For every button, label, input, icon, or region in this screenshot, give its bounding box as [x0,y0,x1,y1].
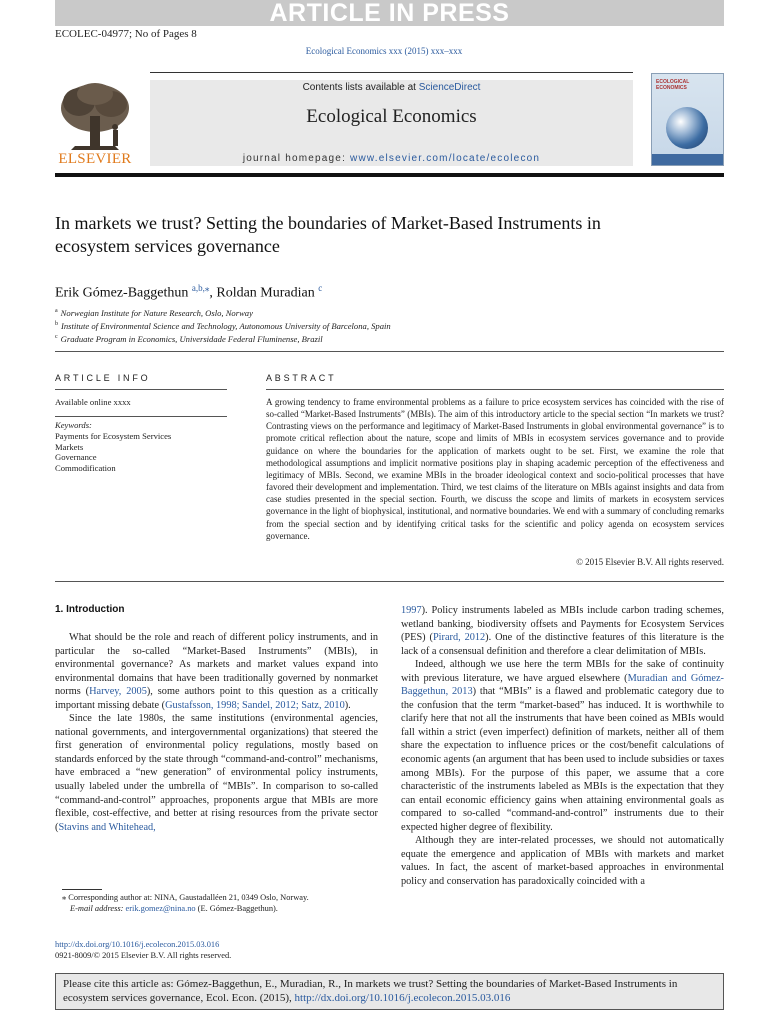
article-info-heading: ARTICLE INFO [55,373,151,383]
abstract-text: A growing tendency to frame environmental problems as a failure to price ecosystem services has coincided with the rise of so-called “Market-Based Instruments” (MBIs). The aim of this introductory article to the special section “In markets we trust? Contrasting views on the performance and legitimacy of Market-Based Instruments in global environmental governance” is to promote critical reflection about the nature, scope and limits of MBIs in ecosystem services governance and to provide guidance on where the boundaries for the application of markets ought to be set. First, we examine the role that methodological assumptions and implicit normative positions play in shaping academic perception of the effectiveness and legitimacy of MBIs. Second, we examine MBIs in the broader ideological context and socio-political processes that have favored their development and implementation. Third, we test claims of the literature on MBIs against insights and data from case studies presented in the special section. Fourth, we discuss the scope and limits of markets in ecosystem services governance in the light of biophysical, institutional, and normative boundaries. We end with a summary of concluding remarks from the special section and by identifying critical tasks for the scientific and policy agenda on ecosystem services governance. [266,397,724,541]
affiliation-text: Institute of Environmental Science and Technology, Autonomous University of Barcelona, Spain [61,320,391,331]
email-link[interactable]: erik.gomez@nina.no [125,904,196,913]
paragraph [401,658,724,834]
cover-globe-image [666,107,708,149]
elsevier-wordmark: ELSEVIER [58,151,132,167]
footnote-star: ⁎ [62,893,67,902]
header-rule-bottom [55,173,724,177]
author-1-affil-marks[interactable] [192,283,210,293]
section-heading-introduction: 1. Introduction [55,604,125,615]
homepage-prefix: journal homepage: [242,153,351,164]
paragraph [55,631,378,712]
abstract-copyright: © 2015 Elsevier B.V. All rights reserved. [576,557,724,567]
email-suffix: (E. Gómez-Baggethun). [195,904,278,913]
keyword-item: Commodification [55,463,116,474]
body-left-column [55,631,378,834]
contents-prefix: Contents lists available at [302,82,419,93]
citation-text: Please cite this article as: Gómez-Baggethun, E., Muradian, R., In markets we trust? Setting the boundaries of Market-Based Instruments in ecosystem services governance, Ecol. Econ. (2015), [63,978,678,1004]
author-1[interactable]: Erik Gómez-Baggethun [55,285,189,301]
cover-band [652,154,723,165]
sciencedirect-link[interactable]: ScienceDirect [418,82,481,93]
citation-box [55,973,724,1010]
affiliation-item [55,306,391,319]
text-run: Since the late 1980s, the same institutions (environmental agencies, national governments, and intergovernmental organizations) that steered the first generation of environmental policy regulations, mostly based on standards enforced by the state through “command-and-control” mechanisms, have embraced a “new generation” of environmental policy instruments, usually labeled under the umbrella of “MBIs”. In comparison to so-called “command-and-control” approaches, proponents argue that MBIs are more flexible, cost-effective, and better at rising resources from the private sector ( [55,713,378,833]
citation-doi-link[interactable]: http://dx.doi.org/10.1016/j.ecolecon.2015.03.016 [294,992,511,1004]
author-2[interactable]: Roldan Muradian [216,285,315,301]
affiliation-mark: b [55,320,58,327]
header-rule-top [150,72,633,73]
text-run: ), some authors point to this question as a critically important missing debate ( [55,686,378,711]
citation-link[interactable]: Pirard, 2012 [432,632,486,644]
body-right-column [401,604,724,888]
affiliations [55,306,391,345]
footnote-corresponding-text: Corresponding author at: NINA, Gaustadalléen 21, 0349 Oslo, Norway. [68,893,309,902]
available-online: Available online xxxx [55,397,131,407]
affiliation-text: Norwegian Institute for Nature Research, Oslo, Norway [60,307,253,318]
journal-reference[interactable]: Ecological Economics xxx (2015) xxx–xxx [305,46,463,56]
paragraph [55,712,378,834]
author-2-affil-mark[interactable]: c [318,283,323,293]
keywords-label: Keywords: [55,420,92,430]
issn-line: 0921-8009/© 2015 Elsevier B.V. All rights reserved. [55,951,232,960]
keyword-item: Markets [55,441,84,452]
paragraph [401,604,724,658]
citation-link[interactable]: Harvey, 2005 [89,686,147,698]
affiliation-mark: c [55,333,58,340]
corresponding-author-mark[interactable]: ⁎ [204,283,210,293]
author-1-affil-letters[interactable]: a,b, [191,283,205,293]
text-run: Indeed, although we use here the term MBIs for the sake of continuity with previous literature, we have argued elsewhere ( [401,659,724,684]
doi-link[interactable]: http://dx.doi.org/10.1016/j.ecolecon.2015.03.016 [55,940,220,949]
footnote-email [62,903,309,914]
cover-title: ECOLOGICAL ECONOMICS [656,79,690,91]
author-list [55,283,322,302]
journal-name: Ecological Economics [306,106,477,127]
footnote-rule [62,889,102,890]
journal-cover-thumbnail[interactable] [651,73,724,166]
citation-link[interactable]: 1997 [401,605,422,616]
contents-line [150,82,633,93]
article-in-press-banner: ARTICLE IN PRESS [55,0,724,26]
article-title: In markets we trust? Setting the boundaries of Market-Based Instruments in ecosystem services governance [55,213,601,256]
author-separator: , [209,285,217,301]
paragraph: Although they are inter-related processes, we should not automatically equate the emergence and application of MBIs with markets and market values. In fact, the ascent of market-based approaches in environmental policy and conservation has paradoxically coincided with a [401,835,724,887]
article-info-rule-1 [55,389,227,390]
keyword-item: Governance [55,452,97,463]
keywords-block [55,420,171,474]
citation-link[interactable]: Stavins and Whitehead, [58,821,156,833]
text-run: ). [344,699,351,711]
abstract-rule [266,389,724,390]
affiliation-item [55,319,391,332]
journal-header-box [150,80,633,166]
journal-homepage [150,153,633,164]
article-info-rule-2 [55,416,227,417]
abstract-heading: ABSTRACT [266,373,337,383]
footnote-corresponding [62,892,309,903]
affiliation-text: Graduate Program in Economics, Universidade Federal Fluminense, Brazil [60,333,323,344]
text-run: ). One of the distinctive features of this literature is the lack of a consensual definition and therefore a clear delimitation of MBIs. [401,632,725,657]
affiliation-mark: a [55,308,58,314]
abstract-bottom-rule [55,581,724,582]
text-run: What should be the role and reach of different policy instruments, and in particular the so-called “Market-Based Instruments” (MBIs), in environmental governance? As markets and market values expand into environmental domains that have been traditionally governed by nonmarket norms ( [55,632,378,698]
email-label: E-mail address: [70,904,126,913]
doi-block [55,939,231,961]
text-run: ). Policy instruments labeled as MBIs include carbon trading schemes, wetland banking, biodiversity offsets and Payments for Ecosystem Services (PES) ( [401,605,724,644]
footnote [62,892,309,914]
citation-link[interactable]: Muradian and Gómez-Baggethun, 2013 [401,672,724,698]
affiliations-rule [55,351,724,352]
citation-link[interactable]: Gustafsson, 1998; Sandel, 2012; Satz, 2010 [165,699,345,711]
article-code: ECOLEC-04977; No of Pages 8 [55,28,197,40]
affiliation-item [55,332,391,345]
keyword-item: Payments for Ecosystem Services [55,430,172,441]
text-run: ) that “MBIs” is a flawed and problematic category due to the confusion that the term “market-based” has induced. It is worthwhile to clarify here that not all the instruments that have been coined as MBIs would fall within a strict (even imperfect) definition of markets, neither all of them share the expectation to influence prices or the cost/benefit calculations of economic agents (an argument that has been used to include subsidies or taxes among MBIs). For the purpose of this paper, we assume that a core characteristic of the instruments labeled as MBIs is the expectation that they can entail economic efficiency gains when attaining environmental goals as compared to so-called “command-and-control” instruments due to their expected higher degree of flexibility. [401,686,724,833]
homepage-link[interactable]: www.elsevier.com/locate/ecolecon [350,153,541,164]
